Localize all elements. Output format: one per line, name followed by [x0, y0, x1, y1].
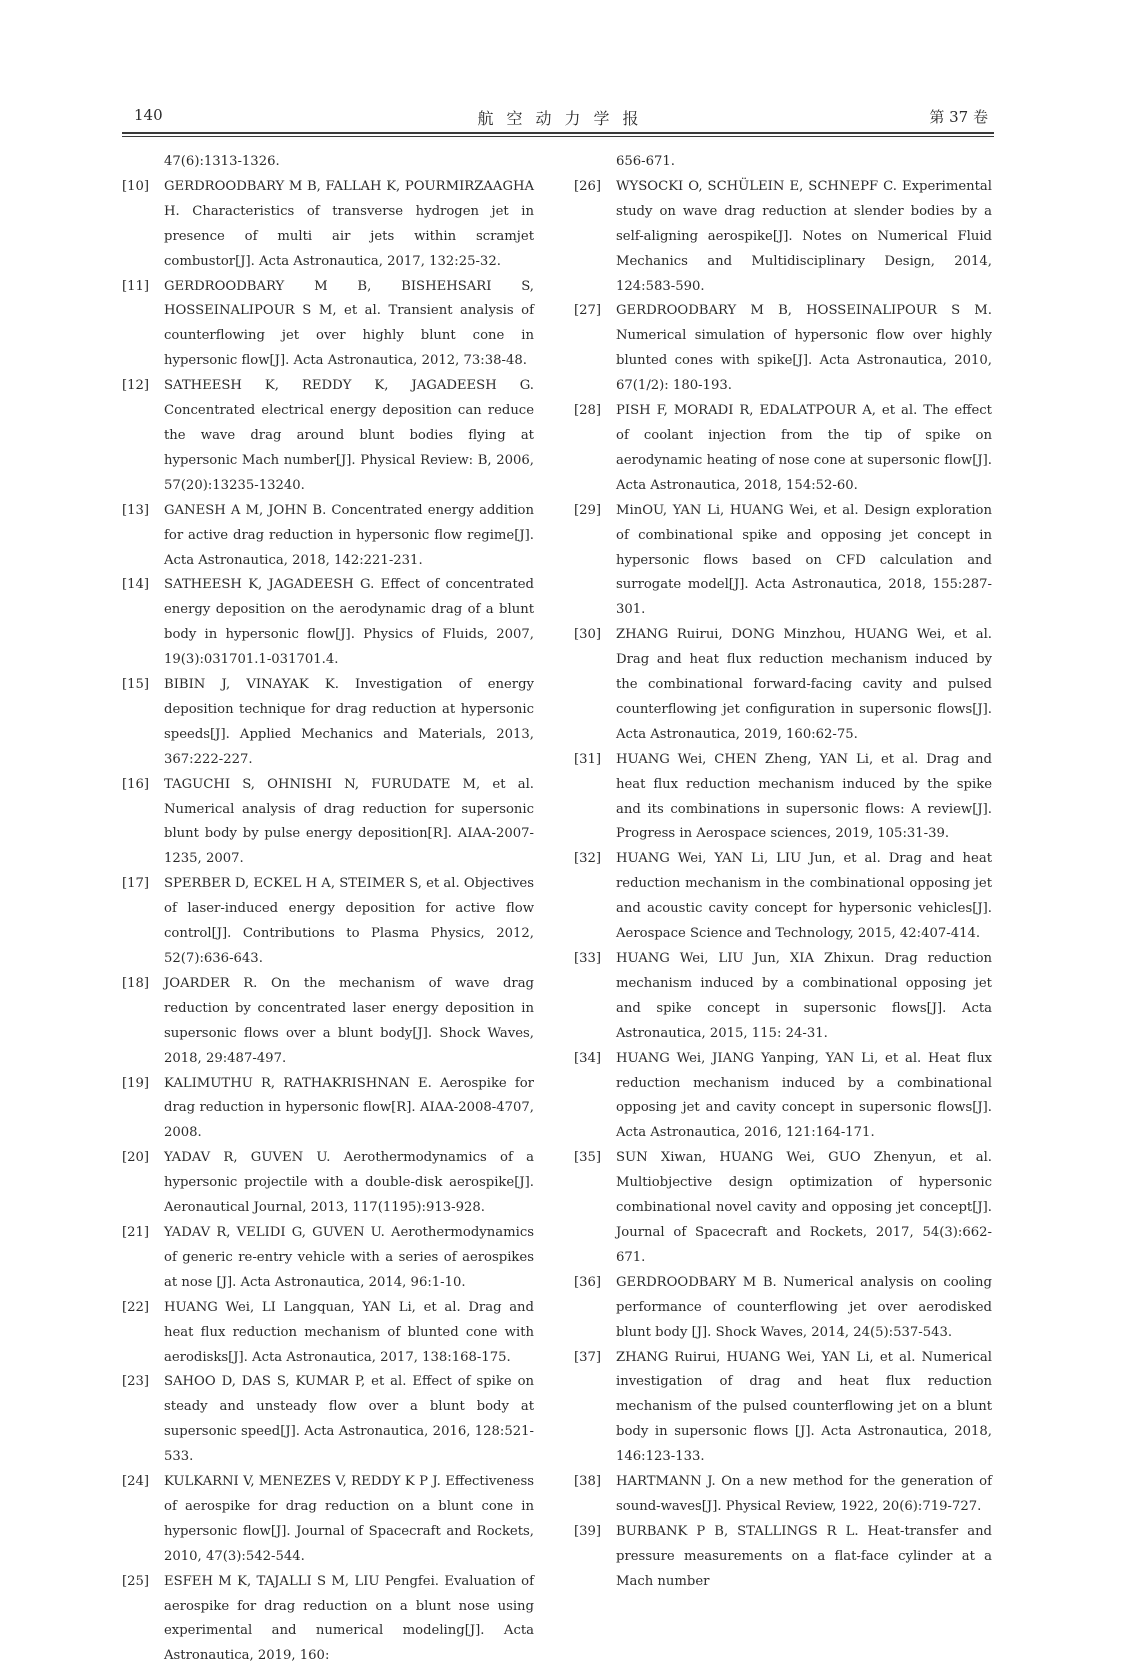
- reference-text: ZHANG Ruirui, HUANG Wei, YAN Li, et al. Numerical investigation of drag and heat flux reduction mechanism of the pulsed counterflowing jet on a blunt body in supersonic flows [J]. Acta Astronautica, 2018, 146:123-133.: [616, 1349, 992, 1465]
- reference-number: [10]: [122, 178, 150, 194]
- reference-item: [122, 374, 534, 499]
- reference-number: [32]: [574, 851, 602, 867]
- reference-number: [37]: [574, 1349, 602, 1365]
- reference-number: [22]: [122, 1299, 150, 1315]
- reference-item: [574, 1146, 992, 1271]
- reference-text: SPERBER D, ECKEL H A, STEIMER S, et al. Objectives of laser-induced energy deposition for active flow control[J]. Contributions to Plasma Physics, 2012, 52(7):636-643.: [164, 876, 534, 966]
- reference-number: [28]: [574, 403, 602, 419]
- reference-text: HUANG Wei, YAN Li, LIU Jun, et al. Drag and heat reduction mechanism in the combinational opposing jet and acoustic cavity concept for hypersonic vehicles[J]. Aerospace Science and Technology, 2015, 42:407-414.: [616, 851, 992, 942]
- reference-item: [122, 573, 534, 673]
- reference-item: [574, 1346, 992, 1471]
- reference-item: [122, 275, 534, 375]
- reference-item: [122, 673, 534, 773]
- reference-text: YADAV R, GUVEN U. Aerothermodynamics of a hypersonic projectile with a double-disk aerospike[J]. Aeronautical Journal, 2013, 117(1195):913-928.: [164, 1150, 534, 1216]
- reference-text: ZHANG Ruirui, DONG Minzhou, HUANG Wei, et al. Drag and heat flux reduction mechanism induced by the combinational forward-facing cavity and pulsed counterflowing jet configuration in supersonic flows[J]. Acta Astronautica, 2019, 160:62-75.: [616, 627, 992, 742]
- reference-item: [574, 847, 992, 947]
- reference-text: GERDROODBARY M B. Numerical analysis on cooling performance of counterflowing jet over aerodisked blunt body [J]. Shock Waves, 2014, 24(5):537-543.: [616, 1274, 992, 1340]
- reference-number: [24]: [122, 1474, 150, 1490]
- reference-item: [122, 499, 534, 574]
- reference-item: [122, 1072, 534, 1147]
- reference-text: 47(6):1313-1326.: [164, 154, 280, 169]
- reference-text: JOARDER R. On the mechanism of wave drag reduction by concentrated laser energy deposition in supersonic flows over a blunt body[J]. Shock Waves, 2018, 29:487-497.: [164, 975, 534, 1066]
- reference-item: [122, 773, 534, 873]
- reference-text: GANESH A M, JOHN B. Concentrated energy addition for active drag reduction in hypersonic flow regime[J]. Acta Astronautica, 2018, 142:221-231.: [164, 502, 534, 568]
- reference-number: [16]: [122, 776, 150, 792]
- reference-text: HUANG Wei, LIU Jun, XIA Zhixun. Drag reduction mechanism induced by a combinational opposing jet and spike concept in supersonic flows[J]. Acta Astronautica, 2015, 115: 24-31.: [616, 951, 992, 1041]
- reference-column-right: [574, 150, 992, 1595]
- reference-item: [122, 1296, 534, 1371]
- reference-item: [574, 1520, 992, 1595]
- reference-item: [122, 1570, 534, 1669]
- reference-item: [122, 872, 534, 972]
- reference-number: [31]: [574, 751, 602, 767]
- reference-text: TAGUCHI S, OHNISHI N, FURUDATE M, et al. Numerical analysis of drag reduction for supersonic blunt body by pulse energy deposition[R]. AIAA-2007-1235, 2007.: [164, 776, 534, 867]
- reference-item: [574, 299, 992, 399]
- reference-item: [574, 499, 992, 624]
- reference-text: HARTMANN J. On a new method for the generation of sound-waves[J]. Physical Review, 1922, 20(6):719-727.: [616, 1474, 992, 1514]
- reference-number: [33]: [574, 951, 602, 966]
- reference-item: [122, 1146, 534, 1221]
- reference-number: [39]: [574, 1523, 602, 1539]
- reference-number: [26]: [574, 178, 602, 194]
- reference-text: MinOU, YAN Li, HUANG Wei, et al. Design exploration of combinational spike and opposing jet concept in hypersonic flows based on CFD calculation and surrogate model[J]. Acta Astronautica, 2018, 155:287-301.: [616, 502, 992, 618]
- reference-text: PISH F, MORADI R, EDALATPOUR A, et al. The effect of coolant injection from the tip of spike on aerodynamic heating of nose cone at supersonic flow[J]. Acta Astronautica, 2018, 154:52-60.: [616, 403, 992, 493]
- reference-item: [574, 399, 992, 499]
- journal-title: 航空动力学报: [477, 109, 652, 128]
- reference-text: ESFEH M K, TAJALLI S M, LIU Pengfei. Evaluation of aerospike for drag reduction on a blunt nose using experimental and numerical modeling[J]. Acta Astronautica, 2019, 160:: [164, 1573, 534, 1664]
- reference-item: [574, 748, 992, 848]
- reference-number: [27]: [574, 303, 602, 319]
- reference-item: [122, 175, 534, 275]
- reference-item: [574, 623, 992, 748]
- reference-number: [20]: [122, 1150, 150, 1166]
- page-number: 140: [134, 106, 163, 124]
- reference-text: SAHOO D, DAS S, KUMAR P, et al. Effect of spike on steady and unsteady flow over a blunt body at supersonic speed[J]. Acta Astronautica, 2016, 128:521-533.: [164, 1374, 534, 1465]
- reference-number: [23]: [122, 1374, 150, 1390]
- reference-number: [19]: [122, 1075, 150, 1091]
- reference-number: [29]: [574, 502, 602, 518]
- header-rule-thick: [122, 132, 994, 134]
- reference-item: [122, 1470, 534, 1570]
- reference-item: [122, 1370, 534, 1470]
- reference-text: YADAV R, VELIDI G, GUVEN U. Aerothermodynamics of generic re-entry vehicle with a series of aerospikes at nose [J]. Acta Astronautica, 2014, 96:1-10.: [164, 1224, 534, 1290]
- reference-continuation: [122, 150, 534, 175]
- reference-number: [14]: [122, 577, 150, 593]
- reference-number: [38]: [574, 1474, 602, 1490]
- reference-number: [15]: [122, 677, 150, 693]
- reference-number: [35]: [574, 1150, 602, 1166]
- reference-number: [11]: [122, 278, 150, 294]
- reference-number: [25]: [122, 1573, 150, 1589]
- reference-item: [574, 1271, 992, 1346]
- reference-number: [34]: [574, 1050, 602, 1066]
- reference-number: [36]: [574, 1274, 602, 1290]
- reference-text: GERDROODBARY M B, HOSSEINALIPOUR S M. Numerical simulation of hypersonic flow over highly blunted cones with spike[J]. Acta Astronautica, 2010, 67(1/2): 180-193.: [616, 303, 992, 394]
- reference-text: HUANG Wei, CHEN Zheng, YAN Li, et al. Drag and heat flux reduction mechanism induced by the spike and its combinations in supersonic flows: A review[J]. Progress in Aerospace sciences, 2019, 105:31-39.: [616, 751, 992, 842]
- reference-number: [12]: [122, 378, 150, 394]
- reference-text: KULKARNI V, MENEZES V, REDDY K P J. Effectiveness of aerospike for drag reduction on a blunt cone in hypersonic flow[J]. Journal of Spacecraft and Rockets, 2010, 47(3):542-544.: [164, 1474, 534, 1564]
- reference-text: BIBIN J, VINAYAK K. Investigation of energy deposition technique for drag reduction at hypersonic speeds[J]. Applied Mechanics and Materials, 2013, 367:222-227.: [164, 677, 534, 767]
- reference-text: SUN Xiwan, HUANG Wei, GUO Zhenyun, et al. Multiobjective design optimization of hypersonic combinational novel cavity and opposing jet concept[J]. Journal of Spacecraft and Rockets, 2017, 54(3):662-671.: [616, 1150, 992, 1265]
- volume-label: 第 37 卷: [929, 108, 988, 126]
- reference-item: [574, 947, 992, 1047]
- reference-list-left: [122, 175, 534, 1669]
- reference-text: HUANG Wei, JIANG Yanping, YAN Li, et al. Heat flux reduction mechanism induced by a combinational opposing jet and cavity concept in supersonic flows[J]. Acta Astronautica, 2016, 121:164-171.: [616, 1050, 992, 1141]
- reference-number: [21]: [122, 1224, 150, 1240]
- reference-text: SATHEESH K, REDDY K, JAGADEESH G. Concentrated electrical energy deposition can reduce the wave drag around blunt bodies flying at hypersonic Mach number[J]. Physical Review: B, 2006, 57(20):13235-13240.: [164, 378, 534, 493]
- reference-text: GERDROODBARY M B, FALLAH K, POURMIRZAAGHA H. Characteristics of transverse hydrogen jet in presence of multi air jets within scramjet combustor[J]. Acta Astronautica, 2017, 132:25-32.: [164, 178, 534, 269]
- reference-list-right: [574, 175, 992, 1595]
- reference-number: [18]: [122, 975, 150, 991]
- reference-text: SATHEESH K, JAGADEESH G. Effect of concentrated energy deposition on the aerodynamic drag of a blunt body in hypersonic flow[J]. Physics of Fluids, 2007, 19(3):031701.1-031701.4.: [164, 577, 534, 668]
- reference-text: KALIMUTHU R, RATHAKRISHNAN E. Aerospike for drag reduction in hypersonic flow[R]. AIAA-2008-4707, 2008.: [164, 1075, 534, 1141]
- reference-item: [574, 175, 992, 300]
- reference-item: [122, 972, 534, 1072]
- reference-text: GERDROODBARY M B, BISHEHSARI S, HOSSEINALIPOUR S M, et al. Transient analysis of counterflowing jet over highly blunt cone in hypersonic flow[J]. Acta Astronautica, 2012, 73:38-48.: [164, 278, 534, 369]
- reference-item: [574, 1470, 992, 1520]
- reference-item: [122, 1221, 534, 1296]
- reference-column-left: [122, 150, 534, 1669]
- header-rule-thin: [122, 136, 994, 137]
- reference-number: [17]: [122, 876, 150, 892]
- reference-number: [30]: [574, 627, 602, 643]
- running-header: [122, 104, 994, 132]
- reference-text: BURBANK P B, STALLINGS R L. Heat-transfer and pressure measurements on a flat-face cylinder at a Mach number: [616, 1523, 992, 1589]
- reference-number: [13]: [122, 502, 150, 518]
- reference-item: [574, 1047, 992, 1147]
- reference-text: WYSOCKI O, SCHÜLEIN E, SCHNEPF C. Experimental study on wave drag reduction at slender bodies by a self-aligning aerospike[J]. Notes on Numerical Fluid Mechanics and Multidisciplinary Design, 2014, 124:583-590.: [616, 178, 992, 294]
- reference-text: 656-671.: [616, 154, 675, 169]
- reference-continuation: [574, 150, 992, 175]
- reference-text: HUANG Wei, LI Langquan, YAN Li, et al. Drag and heat flux reduction mechanism of blunted cone with aerodisks[J]. Acta Astronautica, 2017, 138:168-175.: [164, 1299, 534, 1365]
